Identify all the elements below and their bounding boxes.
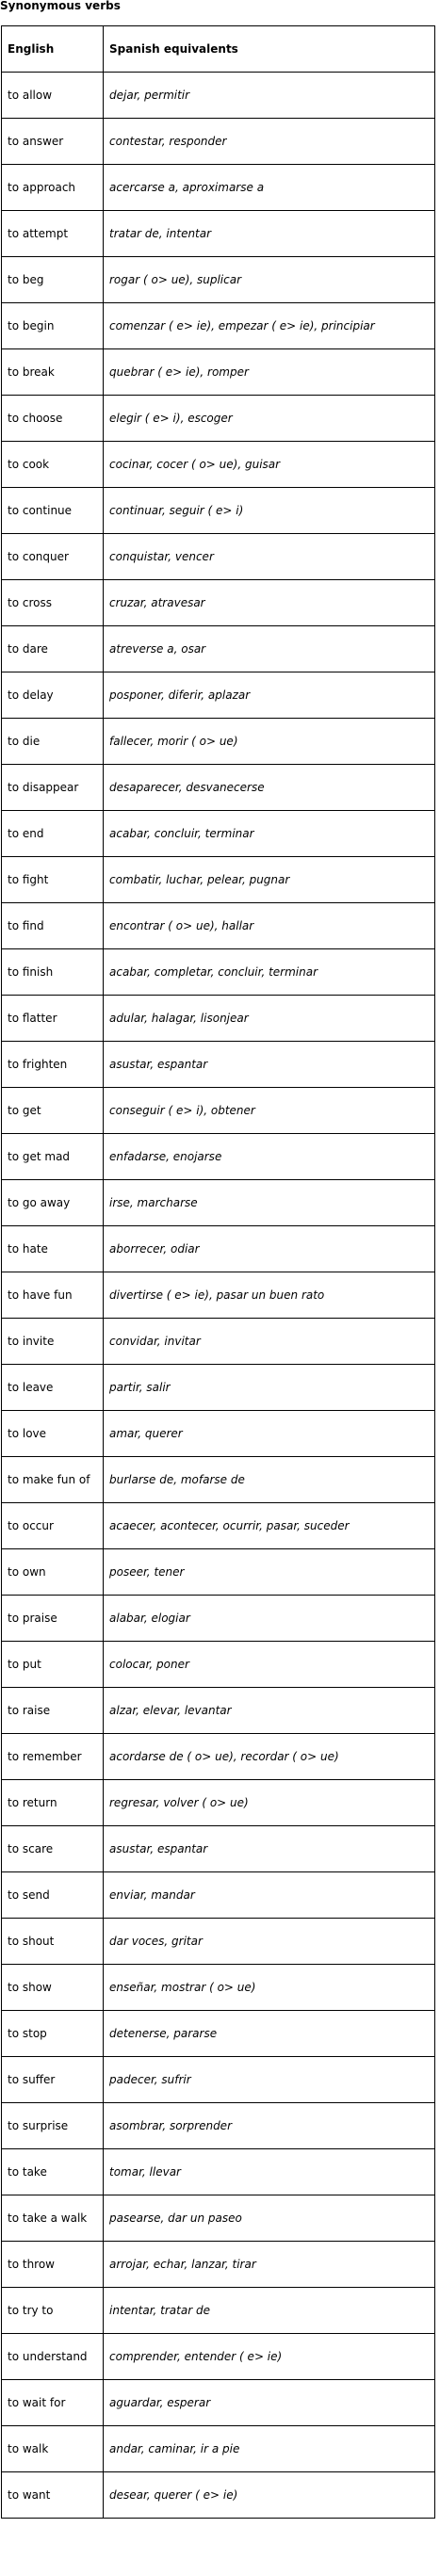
table-row [2, 1272, 435, 1319]
spanish-equivalents-cell: padecer, sufrir [104, 2057, 435, 2103]
english-verb-cell: to occur [2, 1503, 104, 1549]
table-row [2, 903, 435, 949]
english-verb-cell: to get mad [2, 1134, 104, 1180]
english-verb-cell: to try to [2, 2288, 104, 2334]
spanish-equivalents-cell: conquistar, vencer [104, 534, 435, 580]
english-verb-cell: to have fun [2, 1272, 104, 1319]
english-verb-cell: to walk [2, 2426, 104, 2472]
table-row [2, 257, 435, 303]
table-row [2, 2288, 435, 2334]
header-row [2, 26, 435, 73]
table-row [2, 2057, 435, 2103]
spanish-equivalents-cell: pasearse, dar un paseo [104, 2195, 435, 2242]
english-verb-cell: to finish [2, 949, 104, 996]
table-row [2, 1180, 435, 1226]
spanish-equivalents-cell: dejar, permitir [104, 73, 435, 119]
spanish-equivalents-cell: acabar, concluir, terminar [104, 811, 435, 857]
spanish-equivalents-cell: partir, salir [104, 1365, 435, 1411]
table-row [2, 719, 435, 765]
synonymous-verbs-table [1, 25, 435, 2519]
english-verb-cell: to allow [2, 73, 104, 119]
english-verb-cell: to show [2, 1965, 104, 2011]
spanish-equivalents-cell: burlarse de, mofarse de [104, 1457, 435, 1503]
spanish-equivalents-cell: elegir ( e> i), escoger [104, 396, 435, 442]
english-verb-cell: to cross [2, 580, 104, 626]
spanish-equivalents-cell: enviar, mandar [104, 1872, 435, 1919]
spanish-equivalents-cell: poseer, tener [104, 1549, 435, 1596]
table-row [2, 1872, 435, 1919]
table-row [2, 396, 435, 442]
english-verb-cell: to surprise [2, 2103, 104, 2149]
table-row [2, 2103, 435, 2149]
english-verb-cell: to return [2, 1780, 104, 1826]
english-verb-cell: to scare [2, 1826, 104, 1872]
english-verb-cell: to throw [2, 2242, 104, 2288]
english-verb-cell: to raise [2, 1688, 104, 1734]
spanish-equivalents-cell: intentar, tratar de [104, 2288, 435, 2334]
spanish-equivalents-cell: andar, caminar, ir a pie [104, 2426, 435, 2472]
table-row [2, 534, 435, 580]
english-verb-cell: to go away [2, 1180, 104, 1226]
spanish-equivalents-cell: desaparecer, desvanecerse [104, 765, 435, 811]
table-row [2, 626, 435, 672]
table-row [2, 2426, 435, 2472]
english-verb-cell: to remember [2, 1734, 104, 1780]
table-row [2, 1319, 435, 1365]
english-verb-cell: to love [2, 1411, 104, 1457]
spanish-equivalents-cell: alabar, elogiar [104, 1596, 435, 1642]
english-verb-cell: to find [2, 903, 104, 949]
english-verb-cell: to put [2, 1642, 104, 1688]
spanish-equivalents-cell: dar voces, gritar [104, 1919, 435, 1965]
english-verb-cell: to disappear [2, 765, 104, 811]
english-verb-cell: to praise [2, 1596, 104, 1642]
table-row [2, 811, 435, 857]
table-row [2, 996, 435, 1042]
english-verb-cell: to conquer [2, 534, 104, 580]
english-verb-cell: to own [2, 1549, 104, 1596]
table-row [2, 1596, 435, 1642]
english-verb-cell: to attempt [2, 211, 104, 257]
english-verb-cell: to break [2, 349, 104, 396]
spanish-equivalents-cell: asustar, espantar [104, 1042, 435, 1088]
table-row [2, 1642, 435, 1688]
spanish-equivalents-cell: amar, querer [104, 1411, 435, 1457]
spanish-equivalents-cell: detenerse, pararse [104, 2011, 435, 2057]
spanish-equivalents-cell: acabar, completar, concluir, terminar [104, 949, 435, 996]
table-row [2, 211, 435, 257]
spanish-equivalents-cell: alzar, elevar, levantar [104, 1688, 435, 1734]
english-verb-cell: to understand [2, 2334, 104, 2380]
table-row [2, 672, 435, 719]
spanish-equivalents-cell: acordarse de ( o> ue), recordar ( o> ue) [104, 1734, 435, 1780]
table-row [2, 2149, 435, 2195]
table-row [2, 1134, 435, 1180]
table-row [2, 2334, 435, 2380]
table-header [2, 26, 435, 73]
english-verb-cell: to choose [2, 396, 104, 442]
english-verb-cell: to die [2, 719, 104, 765]
spanish-equivalents-cell: cruzar, atravesar [104, 580, 435, 626]
english-verb-cell: to frighten [2, 1042, 104, 1088]
table-row [2, 1688, 435, 1734]
table-row [2, 1411, 435, 1457]
spanish-equivalents-cell: aborrecer, odiar [104, 1226, 435, 1272]
table-row [2, 2195, 435, 2242]
header-english: English [2, 26, 104, 73]
table-row [2, 2380, 435, 2426]
table-row [2, 1457, 435, 1503]
spanish-equivalents-cell: divertirse ( e> ie), pasar un buen rato [104, 1272, 435, 1319]
table-row [2, 1780, 435, 1826]
english-verb-cell: to begin [2, 303, 104, 349]
table-row [2, 1919, 435, 1965]
english-verb-cell: to take a walk [2, 2195, 104, 2242]
english-verb-cell: to fight [2, 857, 104, 903]
spanish-equivalents-cell: desear, querer ( e> ie) [104, 2472, 435, 2519]
table-body [2, 73, 435, 2519]
spanish-equivalents-cell: encontrar ( o> ue), hallar [104, 903, 435, 949]
table-row [2, 1826, 435, 1872]
table-row [2, 580, 435, 626]
english-verb-cell: to make fun of [2, 1457, 104, 1503]
english-verb-cell: to hate [2, 1226, 104, 1272]
table-row [2, 1965, 435, 2011]
table-row [2, 488, 435, 534]
english-verb-cell: to approach [2, 165, 104, 211]
english-verb-cell: to want [2, 2472, 104, 2519]
spanish-equivalents-cell: adular, halagar, lisonjear [104, 996, 435, 1042]
english-verb-cell: to suffer [2, 2057, 104, 2103]
spanish-equivalents-cell: rogar ( o> ue), suplicar [104, 257, 435, 303]
spanish-equivalents-cell: enfadarse, enojarse [104, 1134, 435, 1180]
table-row [2, 349, 435, 396]
english-verb-cell: to delay [2, 672, 104, 719]
spanish-equivalents-cell: cocinar, cocer ( o> ue), guisar [104, 442, 435, 488]
table-row [2, 1226, 435, 1272]
table-row [2, 2242, 435, 2288]
english-verb-cell: to beg [2, 257, 104, 303]
table-row [2, 303, 435, 349]
table-row [2, 2472, 435, 2519]
spanish-equivalents-cell: comenzar ( e> ie), empezar ( e> ie), principiar [104, 303, 435, 349]
table-row [2, 857, 435, 903]
english-verb-cell: to send [2, 1872, 104, 1919]
english-verb-cell: to flatter [2, 996, 104, 1042]
spanish-equivalents-cell: asustar, espantar [104, 1826, 435, 1872]
table-row [2, 73, 435, 119]
spanish-equivalents-cell: comprender, entender ( e> ie) [104, 2334, 435, 2380]
table-row [2, 1088, 435, 1134]
spanish-equivalents-cell: colocar, poner [104, 1642, 435, 1688]
english-verb-cell: to shout [2, 1919, 104, 1965]
spanish-equivalents-cell: convidar, invitar [104, 1319, 435, 1365]
english-verb-cell: to continue [2, 488, 104, 534]
spanish-equivalents-cell: quebrar ( e> ie), romper [104, 349, 435, 396]
english-verb-cell: to wait for [2, 2380, 104, 2426]
spanish-equivalents-cell: asombrar, sorprender [104, 2103, 435, 2149]
table-row [2, 765, 435, 811]
english-verb-cell: to answer [2, 119, 104, 165]
table-row [2, 1365, 435, 1411]
table-row [2, 1503, 435, 1549]
spanish-equivalents-cell: acercarse a, aproximarse a [104, 165, 435, 211]
table-row [2, 2011, 435, 2057]
table-row [2, 119, 435, 165]
english-verb-cell: to dare [2, 626, 104, 672]
table-row [2, 949, 435, 996]
english-verb-cell: to end [2, 811, 104, 857]
spanish-equivalents-cell: acaecer, acontecer, ocurrir, pasar, suceder [104, 1503, 435, 1549]
table-row [2, 1042, 435, 1088]
english-verb-cell: to invite [2, 1319, 104, 1365]
spanish-equivalents-cell: atreverse a, osar [104, 626, 435, 672]
english-verb-cell: to take [2, 2149, 104, 2195]
english-verb-cell: to stop [2, 2011, 104, 2057]
header-spanish-equivalents: Spanish equivalents [104, 26, 435, 73]
english-verb-cell: to leave [2, 1365, 104, 1411]
page-title: Synonymous verbs [0, 0, 121, 12]
spanish-equivalents-cell: fallecer, morir ( o> ue) [104, 719, 435, 765]
spanish-equivalents-cell: irse, marcharse [104, 1180, 435, 1226]
table-row [2, 1734, 435, 1780]
spanish-equivalents-cell: enseñar, mostrar ( o> ue) [104, 1965, 435, 2011]
table-row [2, 442, 435, 488]
spanish-equivalents-cell: aguardar, esperar [104, 2380, 435, 2426]
table-row [2, 1549, 435, 1596]
spanish-equivalents-cell: regresar, volver ( o> ue) [104, 1780, 435, 1826]
spanish-equivalents-cell: arrojar, echar, lanzar, tirar [104, 2242, 435, 2288]
spanish-equivalents-cell: conseguir ( e> i), obtener [104, 1088, 435, 1134]
english-verb-cell: to cook [2, 442, 104, 488]
spanish-equivalents-cell: combatir, luchar, pelear, pugnar [104, 857, 435, 903]
spanish-equivalents-cell: tomar, llevar [104, 2149, 435, 2195]
spanish-equivalents-cell: posponer, diferir, aplazar [104, 672, 435, 719]
spanish-equivalents-cell: continuar, seguir ( e> i) [104, 488, 435, 534]
table-row [2, 165, 435, 211]
spanish-equivalents-cell: contestar, responder [104, 119, 435, 165]
spanish-equivalents-cell: tratar de, intentar [104, 211, 435, 257]
english-verb-cell: to get [2, 1088, 104, 1134]
